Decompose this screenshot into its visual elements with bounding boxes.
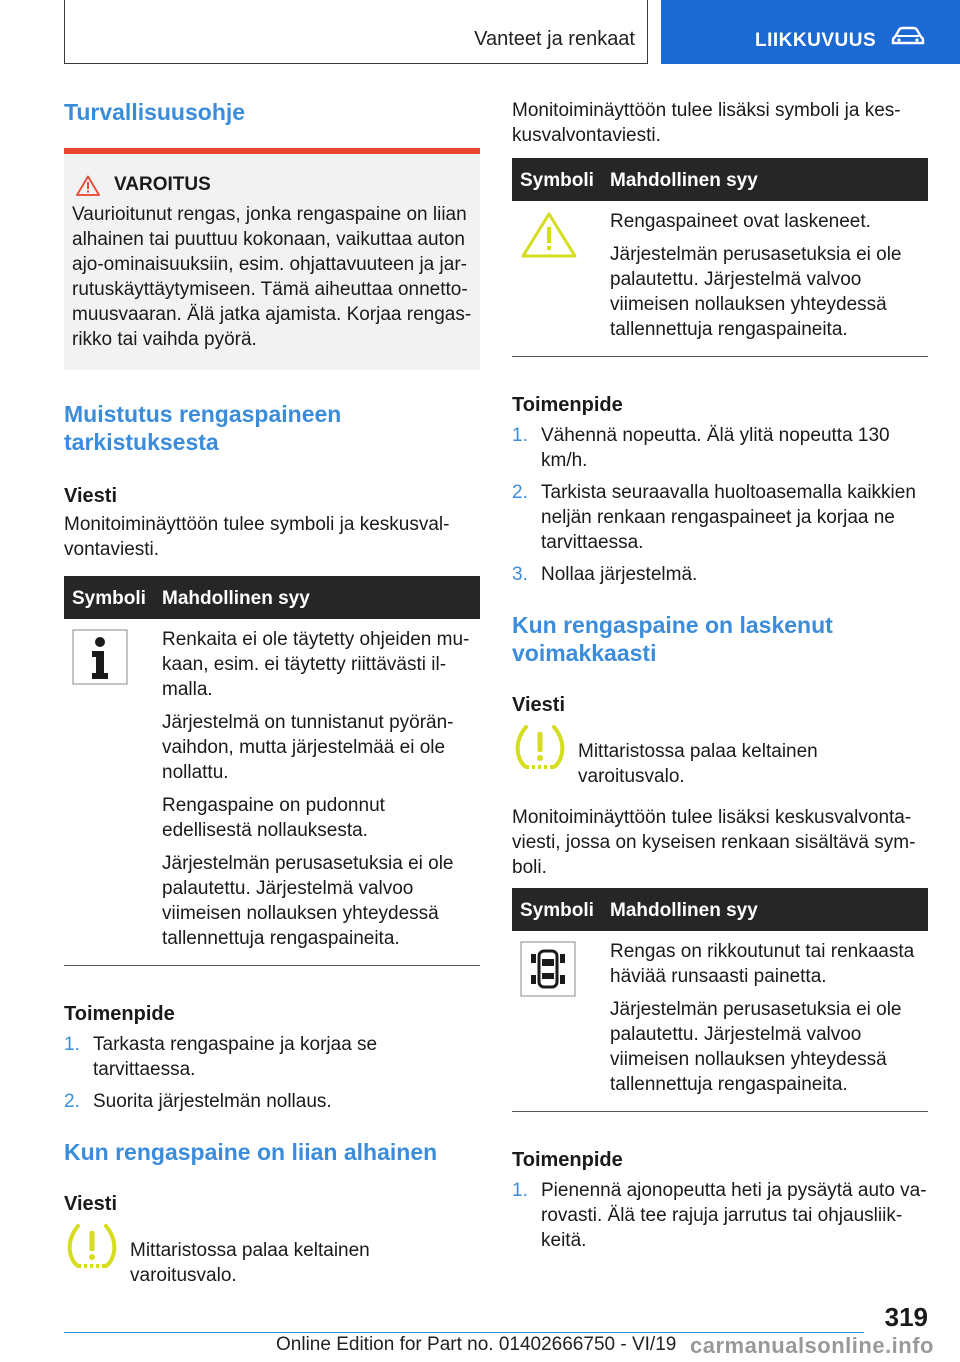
list-item [512,423,928,473]
table-row [512,931,928,1112]
symbol-cell [512,931,602,1112]
warning-triangle-icon [520,211,578,259]
watermark: carmanualsonline.info [690,1333,934,1358]
cause-cell [154,619,480,966]
table-header-symbol: Symboli [512,158,602,201]
safety-heading: Turvallisuusohje [64,99,246,125]
action-steps [512,423,928,587]
step-number: 1. [512,1180,528,1201]
cause-text: Järjestelmä on tunnistanut pyöränvaihdon, mutta järjestelmää ei ole nollattu. [162,712,454,783]
cause-text: Rengaspaine on pudonnut edellisestä nollauksesta. [162,795,385,841]
action-steps [512,1178,928,1253]
cause-text: Järjestelmän perusasetuksia ei ole palautettu. Järjestelmä valvoo viimeisen nollauksen yhteydessä tallennettuja rengaspaineita. [610,999,902,1095]
warning-box [64,148,480,370]
table-header-cause: Mahdollinen syy [154,576,480,619]
left-column [64,98,480,1312]
reminder-heading: Muistutus rengaspaineen tarkistuksesta [64,401,342,455]
cause-cell [602,201,928,357]
warning-label: VAROITUS [114,174,211,195]
tire-pressure-warning-icon [512,723,568,773]
action-label: Toimenpide [64,1003,175,1025]
message-text: Monitoiminäyttöön tulee symboli ja keskusvalvontaviesti. [64,514,450,560]
extra-text: Monitoiminäyttöön tulee lisäksi keskusvalvontaviesti, jossa on kyseisen renkaan sisältävä symboli. [512,807,916,878]
cause-text: Rengas on rikkoutunut tai renkaasta häviää runsaasti painetta. [610,941,915,987]
table-row [512,201,928,357]
list-item [512,1178,928,1253]
table-header-cause: Mahdollinen syy [602,158,928,201]
message-label: Viesti [512,694,565,716]
cause-text: Järjestelmän perusasetuksia ei ole palautettu. Järjestelmä valvoo viimeisen nollauksen yhteydessä tallennettuja rengaspaineita. [162,853,454,949]
symbol-cell [512,201,602,357]
warning-text: Vaurioitunut rengas, jonka rengaspaine on liian alhainen tai puuttuu kokonaan, vaikuttaa auton ajo-ominaisuuksiin, esim. ohjattavuuteen ja jarrutuskäyttäytymiseen. Tämä aiheuttaa onnettomuusvaaran. Älä jatka ajamista. Korjaa rengasrikko tai vaihda pyörä. [72,204,472,350]
intro-text: Monitoiminäyttöön tulee lisäksi symboli ja keskusvalvontaviesti. [512,100,901,146]
step-text: Suorita järjestelmän nollaus. [93,1091,332,1112]
step-text: Nollaa järjestelmä. [541,564,698,585]
page-number: 319 [884,1302,928,1332]
step-text: Tarkista seuraavalla huoltoasemalla kaikkien neljän renkaan rengaspaineet ja korjaa ne tarvittaessa. [541,482,916,553]
cause-text: Järjestelmän perusasetuksia ei ole palautettu. Järjestelmä valvoo viimeisen nollauksen yhteydessä tallennettuja rengaspaineita. [610,244,902,340]
pressure-symbol-table [512,158,928,357]
step-text: Vähennä nopeutta. Älä ylitä nopeutta 130 km/h. [541,425,890,471]
action-label: Toimenpide [512,394,623,416]
message-text: Mittaristossa palaa keltainen varoitusvalo. [578,741,818,787]
list-item [512,480,928,555]
step-number: 2. [512,482,528,503]
edition-text: Online Edition for Part no. 01402666750 - VI/19 [276,1334,677,1355]
step-text: Tarkasta rengaspaine ja korjaa se tarvittaessa. [93,1034,378,1080]
cause-text: Renkaita ei ole täytetty ohjeiden mukaan, esim. ei täytetty riittävästi ilmalla. [162,629,470,700]
table-header-symbol: Symboli [512,888,602,931]
cause-cell [602,931,928,1112]
message-row [512,723,928,789]
list-item [64,1089,480,1114]
info-icon [72,629,128,685]
tire-status-symbol-table [512,888,928,1112]
table-header-cause: Mahdollinen syy [602,888,928,931]
chapter-label: LIIKKUVUUS [755,30,877,51]
right-column [512,98,928,1277]
warning-triangle-icon [76,175,100,196]
cause-text: Rengaspaineet ovat laskeneet. [610,211,871,232]
message-row [64,1222,480,1288]
message-text: Mittaristossa palaa keltainen varoitusvalo. [130,1240,370,1286]
message-label: Viesti [64,1193,117,1215]
table-header-symbol: Symboli [64,576,154,619]
sudden-drop-heading: Kun rengaspaine on laskenut voimakkaasti [512,612,833,666]
section-title: Vanteet ja renkaat [474,28,635,50]
step-number: 1. [512,425,528,446]
car-tire-status-icon [520,941,576,997]
car-icon [891,26,925,46]
action-steps [64,1032,480,1114]
symbol-cell [64,619,154,966]
header-section-box [64,0,648,64]
header-chapter-tab [661,0,960,64]
step-number: 1. [64,1034,80,1055]
step-number: 2. [64,1091,80,1112]
step-text: Pienennä ajonopeutta heti ja pysäytä auto varovasti. Älä tee rajuja jarrutus tai ohjausliikkeitä. [541,1180,927,1251]
list-item [64,1032,480,1082]
message-label: Viesti [64,485,117,507]
warning-header [72,174,472,196]
step-number: 3. [512,564,528,585]
table-row [64,619,480,966]
tire-pressure-warning-icon [64,1222,120,1272]
low-pressure-heading: Kun rengaspaine on liian alhainen [64,1139,438,1165]
action-label: Toimenpide [512,1149,623,1171]
list-item [512,562,928,587]
reminder-symbol-table [64,576,480,966]
